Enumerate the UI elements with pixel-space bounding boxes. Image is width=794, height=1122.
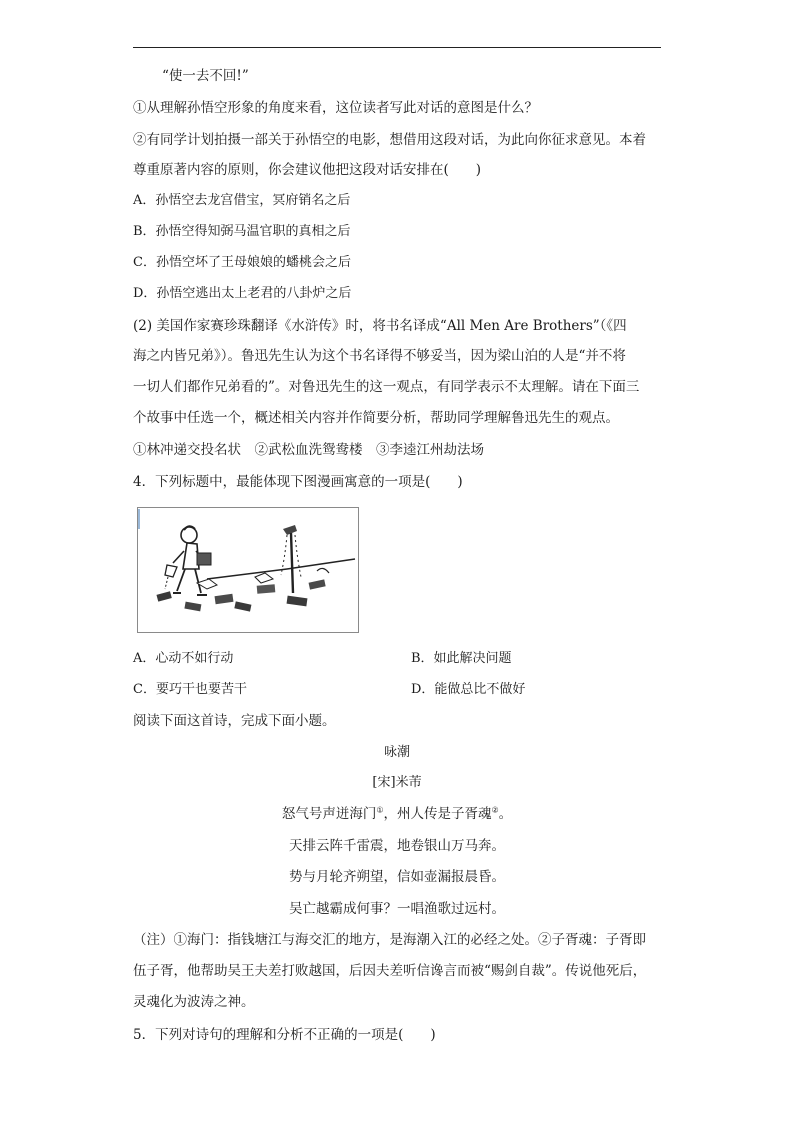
quote-line: “使一去不回!” xyxy=(162,68,249,84)
poem-line-3: 势与月轮齐朔望，信如壶漏报晨昏。 xyxy=(289,869,505,885)
part-2-line-3: 一切人们都作兄弟看的”。对鲁迅先生的这一观点，有同学表示不太理解。请在下面三 xyxy=(133,379,640,395)
option-c: C．孙悟空坏了王母娘娘的蟠桃会之后 xyxy=(133,255,351,270)
option-b: B．孙悟空得知弼马温官职的真相之后 xyxy=(133,224,351,239)
poem-line-4: 吴亡越霸成何事？一唱渔歌过远村。 xyxy=(289,901,505,917)
question-2-line-1: ②有同学计划拍摄一部关于孙悟空的电影，想借用这段对话，为此向你征求意见。本着 xyxy=(133,132,646,148)
note-mark-1: ① xyxy=(376,805,384,815)
option-d: D．孙悟空逃出太上老君的八卦炉之后 xyxy=(133,286,352,301)
notes-line-1: （注）①海门：指钱塘江与海交汇的地方，是海潮入江的必经之处。②子胥魂：子胥即 xyxy=(133,932,646,948)
reading-instruction: 阅读下面这首诗，完成下面小题。 xyxy=(133,713,336,729)
question-1: ①从理解孙悟空形象的角度来看，这位读者写此对话的意图是什么？ xyxy=(133,100,538,116)
notes-line-2: 伍子胥，他帮助吴王夫差打败越国，后因夫差听信谗言而被“赐剑自裁”。传说他死后， xyxy=(133,963,647,979)
poem-line-2: 天排云阵千雷震，地卷银山万马奔。 xyxy=(289,838,505,854)
notes-line-3: 灵魂化为波涛之神。 xyxy=(133,994,255,1010)
q4-option-c: C．要巧干也要苦干 xyxy=(133,682,247,697)
poem-line-1: 怒气号声迸海门①，州人传是子胥魂②。 xyxy=(281,805,513,822)
option-a: A．孙悟空去龙宫借宝，冥府销名之后 xyxy=(133,193,351,208)
q4-option-d: D．能做总比不做好 xyxy=(411,682,526,697)
part-2-line-4: 个故事中任选一个，概述相关内容并作简要分析，帮助同学理解鲁迅先生的观点。 xyxy=(133,410,619,426)
note-mark-2: ② xyxy=(491,805,499,815)
cartoon-illustration xyxy=(137,507,359,633)
q4-option-a: A．心动不如行动 xyxy=(133,651,234,666)
poem-author: [宋]米芾 xyxy=(372,775,422,790)
header-rule xyxy=(133,47,661,48)
question-2-line-2: 尊重原著内容的原则，你会建议他把这段对话安排在( ) xyxy=(133,162,482,178)
q4-option-b: B．如此解决问题 xyxy=(411,651,512,666)
question-5-title: 5．下列对诗句的理解和分析不正确的一项是( ) xyxy=(133,1027,436,1043)
part-2-line-1: (2) 美国作家赛珍珠翻译《水浒传》时，将书名译成“All Men Are Brothers”（《四 xyxy=(133,318,627,334)
question-4-title: 4．下列标题中，最能体现下图漫画寓意的一项是( ) xyxy=(133,474,463,490)
poem-title: 咏潮 xyxy=(383,745,410,760)
part-2-line-2: 海之内皆兄弟》）。鲁迅先生认为这个书名译得不够妥当，因为梁山泊的人是“并不将 xyxy=(133,348,626,364)
story-choices: ①林冲递交投名状 ②武松血洗鸳鸯楼 ③李逵江州劫法场 xyxy=(133,442,484,458)
